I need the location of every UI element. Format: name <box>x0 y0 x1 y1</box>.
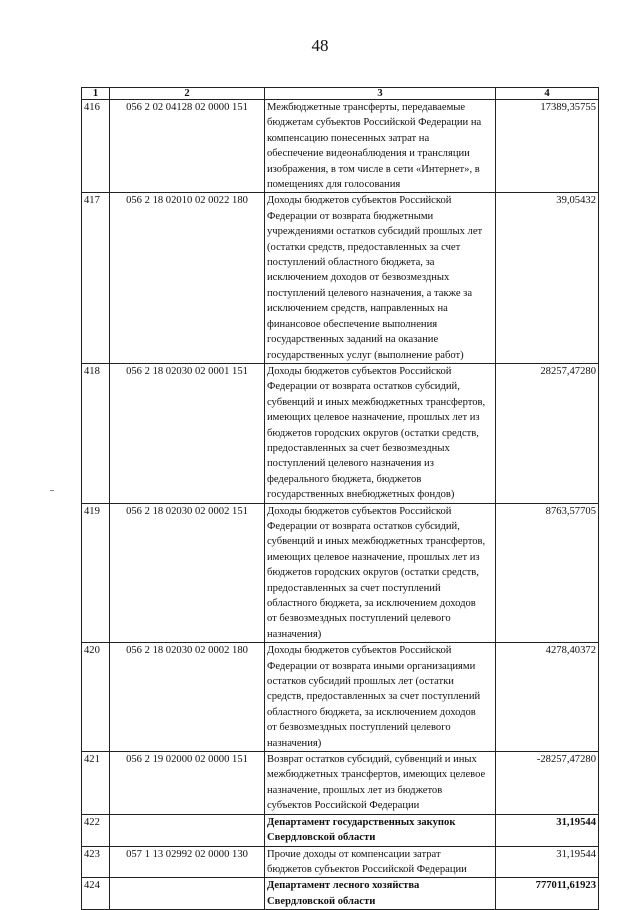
budget-code: 056 2 18 02030 02 0002 180 <box>110 643 265 752</box>
budget-code: 057 1 13 02992 02 0000 130 <box>110 846 265 878</box>
budget-code: 056 2 19 02000 02 0000 151 <box>110 752 265 815</box>
table-row <box>82 752 599 815</box>
table-row <box>82 503 599 643</box>
row-amount: 4278,40372 <box>496 643 599 752</box>
table-row <box>82 643 599 752</box>
row-number: 423 <box>82 846 110 878</box>
header-col-2: 2 <box>110 88 265 100</box>
row-amount: 39,05432 <box>496 193 599 363</box>
budget-code: 056 2 18 02030 02 0002 151 <box>110 503 265 643</box>
row-number: 418 <box>82 363 110 503</box>
row-description: Доходы бюджетов субъектов Российской Федерации от возврата остатков субсидий, субвенций и иных межбюджетных трансфертов, имеющих целевое назначение, прошлых лет из бюджетов городских округов (остатки средств, предоставленных за счет поступлений областного бюджета, за исключением доходов от безвозмездных поступлений целевого назначения) <box>265 503 496 643</box>
budget-code <box>110 814 265 846</box>
row-amount: 31,19544 <box>496 846 599 878</box>
row-number: 421 <box>82 752 110 815</box>
budget-revenue-table <box>81 87 599 910</box>
table-row <box>82 100 599 193</box>
table-row <box>82 846 599 878</box>
table-header-row <box>82 88 599 100</box>
row-description: Департамент государственных закупок Свердловской области <box>265 814 496 846</box>
budget-code: 056 2 18 02030 02 0001 151 <box>110 363 265 503</box>
table-row <box>82 363 599 503</box>
header-col-4: 4 <box>496 88 599 100</box>
row-number: 420 <box>82 643 110 752</box>
row-amount: -28257,47280 <box>496 752 599 815</box>
row-amount: 777011,61923 <box>496 878 599 910</box>
page-number: 48 <box>311 36 329 55</box>
table-row <box>82 814 599 846</box>
row-amount: 17389,35755 <box>496 100 599 193</box>
budget-code: 056 2 02 04128 02 0000 151 <box>110 100 265 193</box>
row-number: 417 <box>82 193 110 363</box>
row-amount: 31,19544 <box>496 814 599 846</box>
row-description: Межбюджетные трансферты, передаваемые бюджетам субъектов Российской Федерации на компенсацию понесенных затрат на обеспечение видеонаблюдения и трансляции изображения, в том числе в сети «Интернет», в помещениях для голосования <box>265 100 496 193</box>
row-description: Доходы бюджетов субъектов Российской Федерации от возврата остатков субсидий, субвенций и иных межбюджетных трансфертов, имеющих целевое назначение, прошлых лет из бюджетов городских округов (остатки средств, предоставленных за счет безвозмездных поступлений целевого назначения из федерального бюджета, бюджетов государственных внебюджетных фондов) <box>265 363 496 503</box>
header-col-3: 3 <box>265 88 496 100</box>
table-row <box>82 193 599 363</box>
row-description: Возврат остатков субсидий, субвенций и иных межбюджетных трансфертов, имеющих целевое назначение, прошлых лет из бюджетов субъектов Российской Федерации <box>265 752 496 815</box>
budget-code: 056 2 18 02010 02 0022 180 <box>110 193 265 363</box>
row-description: Прочие доходы от компенсации затрат бюджетов субъектов Российской Федерации <box>265 846 496 878</box>
row-amount: 8763,57705 <box>496 503 599 643</box>
row-description: Доходы бюджетов субъектов Российской Федерации от возврата бюджетными учреждениями остатков субсидий прошлых лет (остатки средств, предоставленных за счет поступлений областного бюджета, за исключением доходов от безвозмездных поступлений целевого назначения, а также за исключением средств, направленных на финансовое обеспечение выполнения государственных заданий на оказание государственных услуг (выполнение работ) <box>265 193 496 363</box>
header-col-1: 1 <box>82 88 110 100</box>
row-number: 422 <box>82 814 110 846</box>
row-description: Доходы бюджетов субъектов Российской Федерации от возврата иными организациями остатков субсидий прошлых лет (остатки средств, предоставленных за счет поступлений областного бюджета, за исключением доходов от безвозмездных поступлений целевого назначения) <box>265 643 496 752</box>
margin-mark <box>50 490 54 491</box>
row-number: 416 <box>82 100 110 193</box>
row-description: Департамент лесного хозяйства Свердловской области <box>265 878 496 910</box>
row-number: 424 <box>82 878 110 910</box>
row-amount: 28257,47280 <box>496 363 599 503</box>
row-number: 419 <box>82 503 110 643</box>
